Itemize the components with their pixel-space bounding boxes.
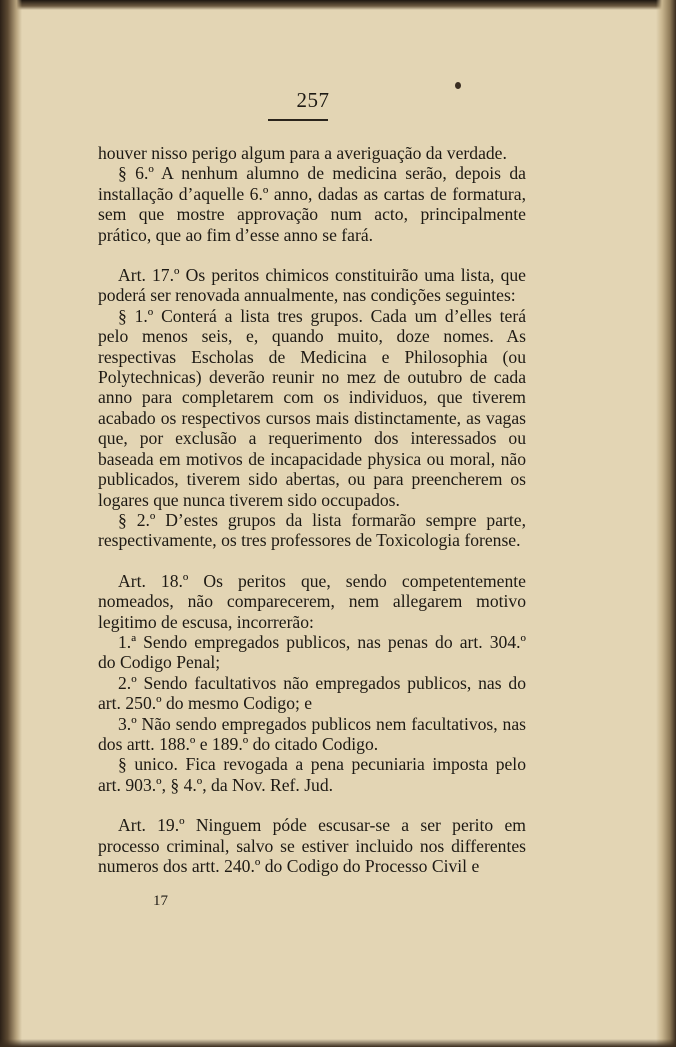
paragraph-article-19: Art. 19.º Ninguem póde escusar-se a ser perito em processo criminal, salvo se estiver incluido nos differentes numeros dos artt. 240.º do Codigo do Processo Civil e [98,815,526,876]
paragraph-article-18-item-2: 2.º Sendo facultativos não empregados publicos, nas do art. 250.º do mesmo Codigo; e [98,672,526,714]
paragraph-article-17-section-1: § 1.º Conterá a lista tres grupos. Cada um d’elles terá pelo menos seis, e, quando muito, doze nomes. As respectivas Escholas de Medicina e Philosophia (ou Polytechnicas) deverão reunir no mez de outubro de cada anno para completarem com os individuos, que tiverem acabado os respectivos cursos mais distinctamente, as vagas que, por exclusão a requerimento dos interessados ou baseada em motivos de incapacidade physica ou moral, não publicados, tiverem sido abertas, ou para preencherem os logares que nunca tiverem sido occupados. [98,305,526,510]
header-rule [268,119,328,121]
paragraph-section-6: § 6.º A nenhum alumno de medicina serão, depois da installação d’aquelle 6.º anno, dadas as cartas de formatura, sem que mostre approvação num acto, principalmente prático, que ao fim d’esse anno se fará. [98,163,526,245]
page-gutter [0,0,22,1047]
paragraph-article-18: Art. 18.º Os peritos que, sendo competentemente nomeados, não comparecerem, nem allegarem motivo legitimo de escusa, incorrerão: [98,570,526,632]
paragraph-article-17-section-2: § 2.º D’estes grupos da lista formarão sempre parte, respectivamente, os tres professores de Toxicologia forense. [98,509,526,551]
page-edge-right [656,0,676,1047]
paragraph-article-18-item-3: 3.º Não sendo empregados publicos nem facultativos, nas dos artt. 188.º e 189.º do citado Codigo. [98,713,526,754]
page-number: 257 [296,88,330,112]
page-edge-bottom [0,1039,676,1047]
paragraph-article-17: Art. 17.º Os peritos chimicos constituirão uma lista, que poderá ser renovada annualmente, nas condições seguintes: [98,265,526,306]
body-text [98,143,526,876]
paragraph-article-18-section-unico: § unico. Fica revogada a pena pecuniaria imposta pelo art. 903.º, § 4.º, da Nov. Ref. Jud. [98,754,526,795]
paragraph-article-18-item-1: 1.ª Sendo empregados publicos, nas penas do art. 304.º do Codigo Penal; [98,631,526,673]
paragraph-continuation: houver nisso perigo algum para a averiguação da verdade. [98,143,507,163]
page-edge-top [0,0,676,10]
printer-signature-mark: 17 [153,893,168,909]
